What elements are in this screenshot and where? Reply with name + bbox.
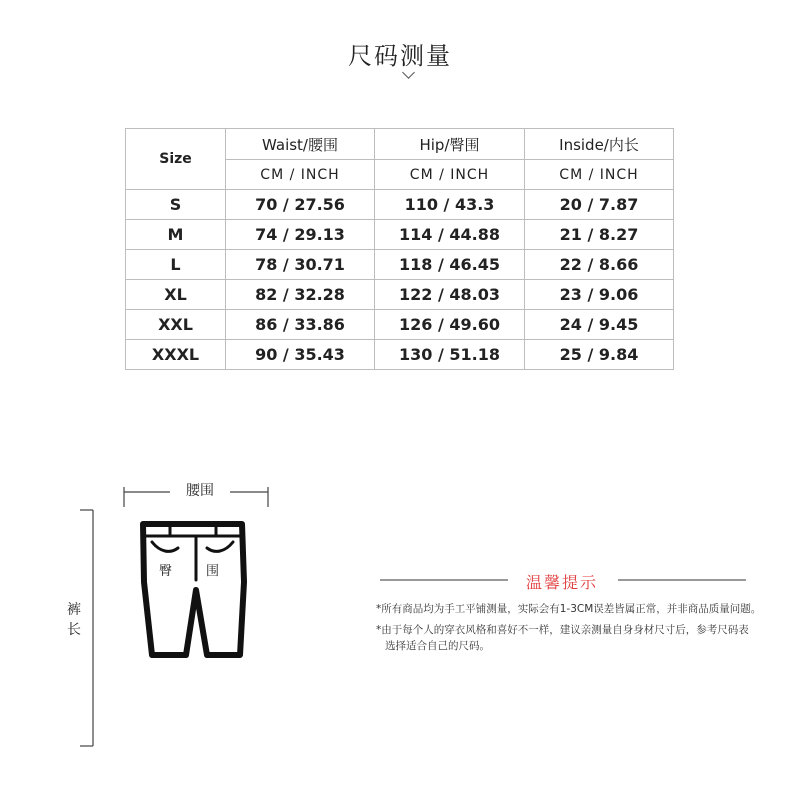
waist-label: 腰围 [170, 480, 230, 500]
hip-label-char: 臀 [159, 564, 173, 579]
unit-label: CM / INCH [375, 160, 525, 190]
hip-cell: 126 / 49.60 [375, 310, 525, 340]
notice-text: 选择适合自己的尺码。 [385, 640, 490, 652]
inside-cell: 20 / 7.87 [525, 190, 674, 220]
size-header: Size [126, 129, 226, 190]
hip-cell: 122 / 48.03 [375, 280, 525, 310]
size-cell: XXXL [126, 340, 226, 370]
hip-header: Hip/臀围 [375, 129, 525, 160]
waist-header: Waist/腰围 [226, 129, 375, 160]
hip-cell: 130 / 51.18 [375, 340, 525, 370]
waist-cell: 70 / 27.56 [226, 190, 375, 220]
notice-title: 温馨提示 [508, 570, 616, 593]
unit-label: CM / INCH [525, 160, 674, 190]
inside-cell: 22 / 8.66 [525, 250, 674, 280]
inside-header: Inside/内长 [525, 129, 674, 160]
inside-cell: 21 / 8.27 [525, 220, 674, 250]
hip-cell: 110 / 43.3 [375, 190, 525, 220]
size-cell: M [126, 220, 226, 250]
pants-icon [143, 524, 244, 655]
size-cell: XL [126, 280, 226, 310]
waist-cell: 90 / 35.43 [226, 340, 375, 370]
waist-cell: 86 / 33.86 [226, 310, 375, 340]
hip-label-char: 围 [206, 564, 220, 579]
notice-text: *由于每个人的穿衣风格和喜好不一样，建议亲测量自身身材尺寸后，参考尺码表 [376, 624, 749, 636]
inside-cell: 25 / 9.84 [525, 340, 674, 370]
unit-label: CM / INCH [226, 160, 375, 190]
size-cell: XXL [126, 310, 226, 340]
page-title: 尺码测量 [348, 42, 452, 70]
notice-text: *所有商品均为手工平铺测量，实际会有1-3CM误差皆属正常，并非商品质量问题。 [376, 603, 762, 615]
inside-cell: 23 / 9.06 [525, 280, 674, 310]
hip-cell: 114 / 44.88 [375, 220, 525, 250]
length-label-char: 裤 [67, 602, 81, 618]
length-label-char: 长 [67, 622, 81, 638]
waist-cell: 82 / 32.28 [226, 280, 375, 310]
size-cell: S [126, 190, 226, 220]
waist-cell: 78 / 30.71 [226, 250, 375, 280]
inside-cell: 24 / 9.45 [525, 310, 674, 340]
size-cell: L [126, 250, 226, 280]
length-label [64, 600, 84, 640]
hip-cell: 118 / 46.45 [375, 250, 525, 280]
waist-cell: 74 / 29.13 [226, 220, 375, 250]
